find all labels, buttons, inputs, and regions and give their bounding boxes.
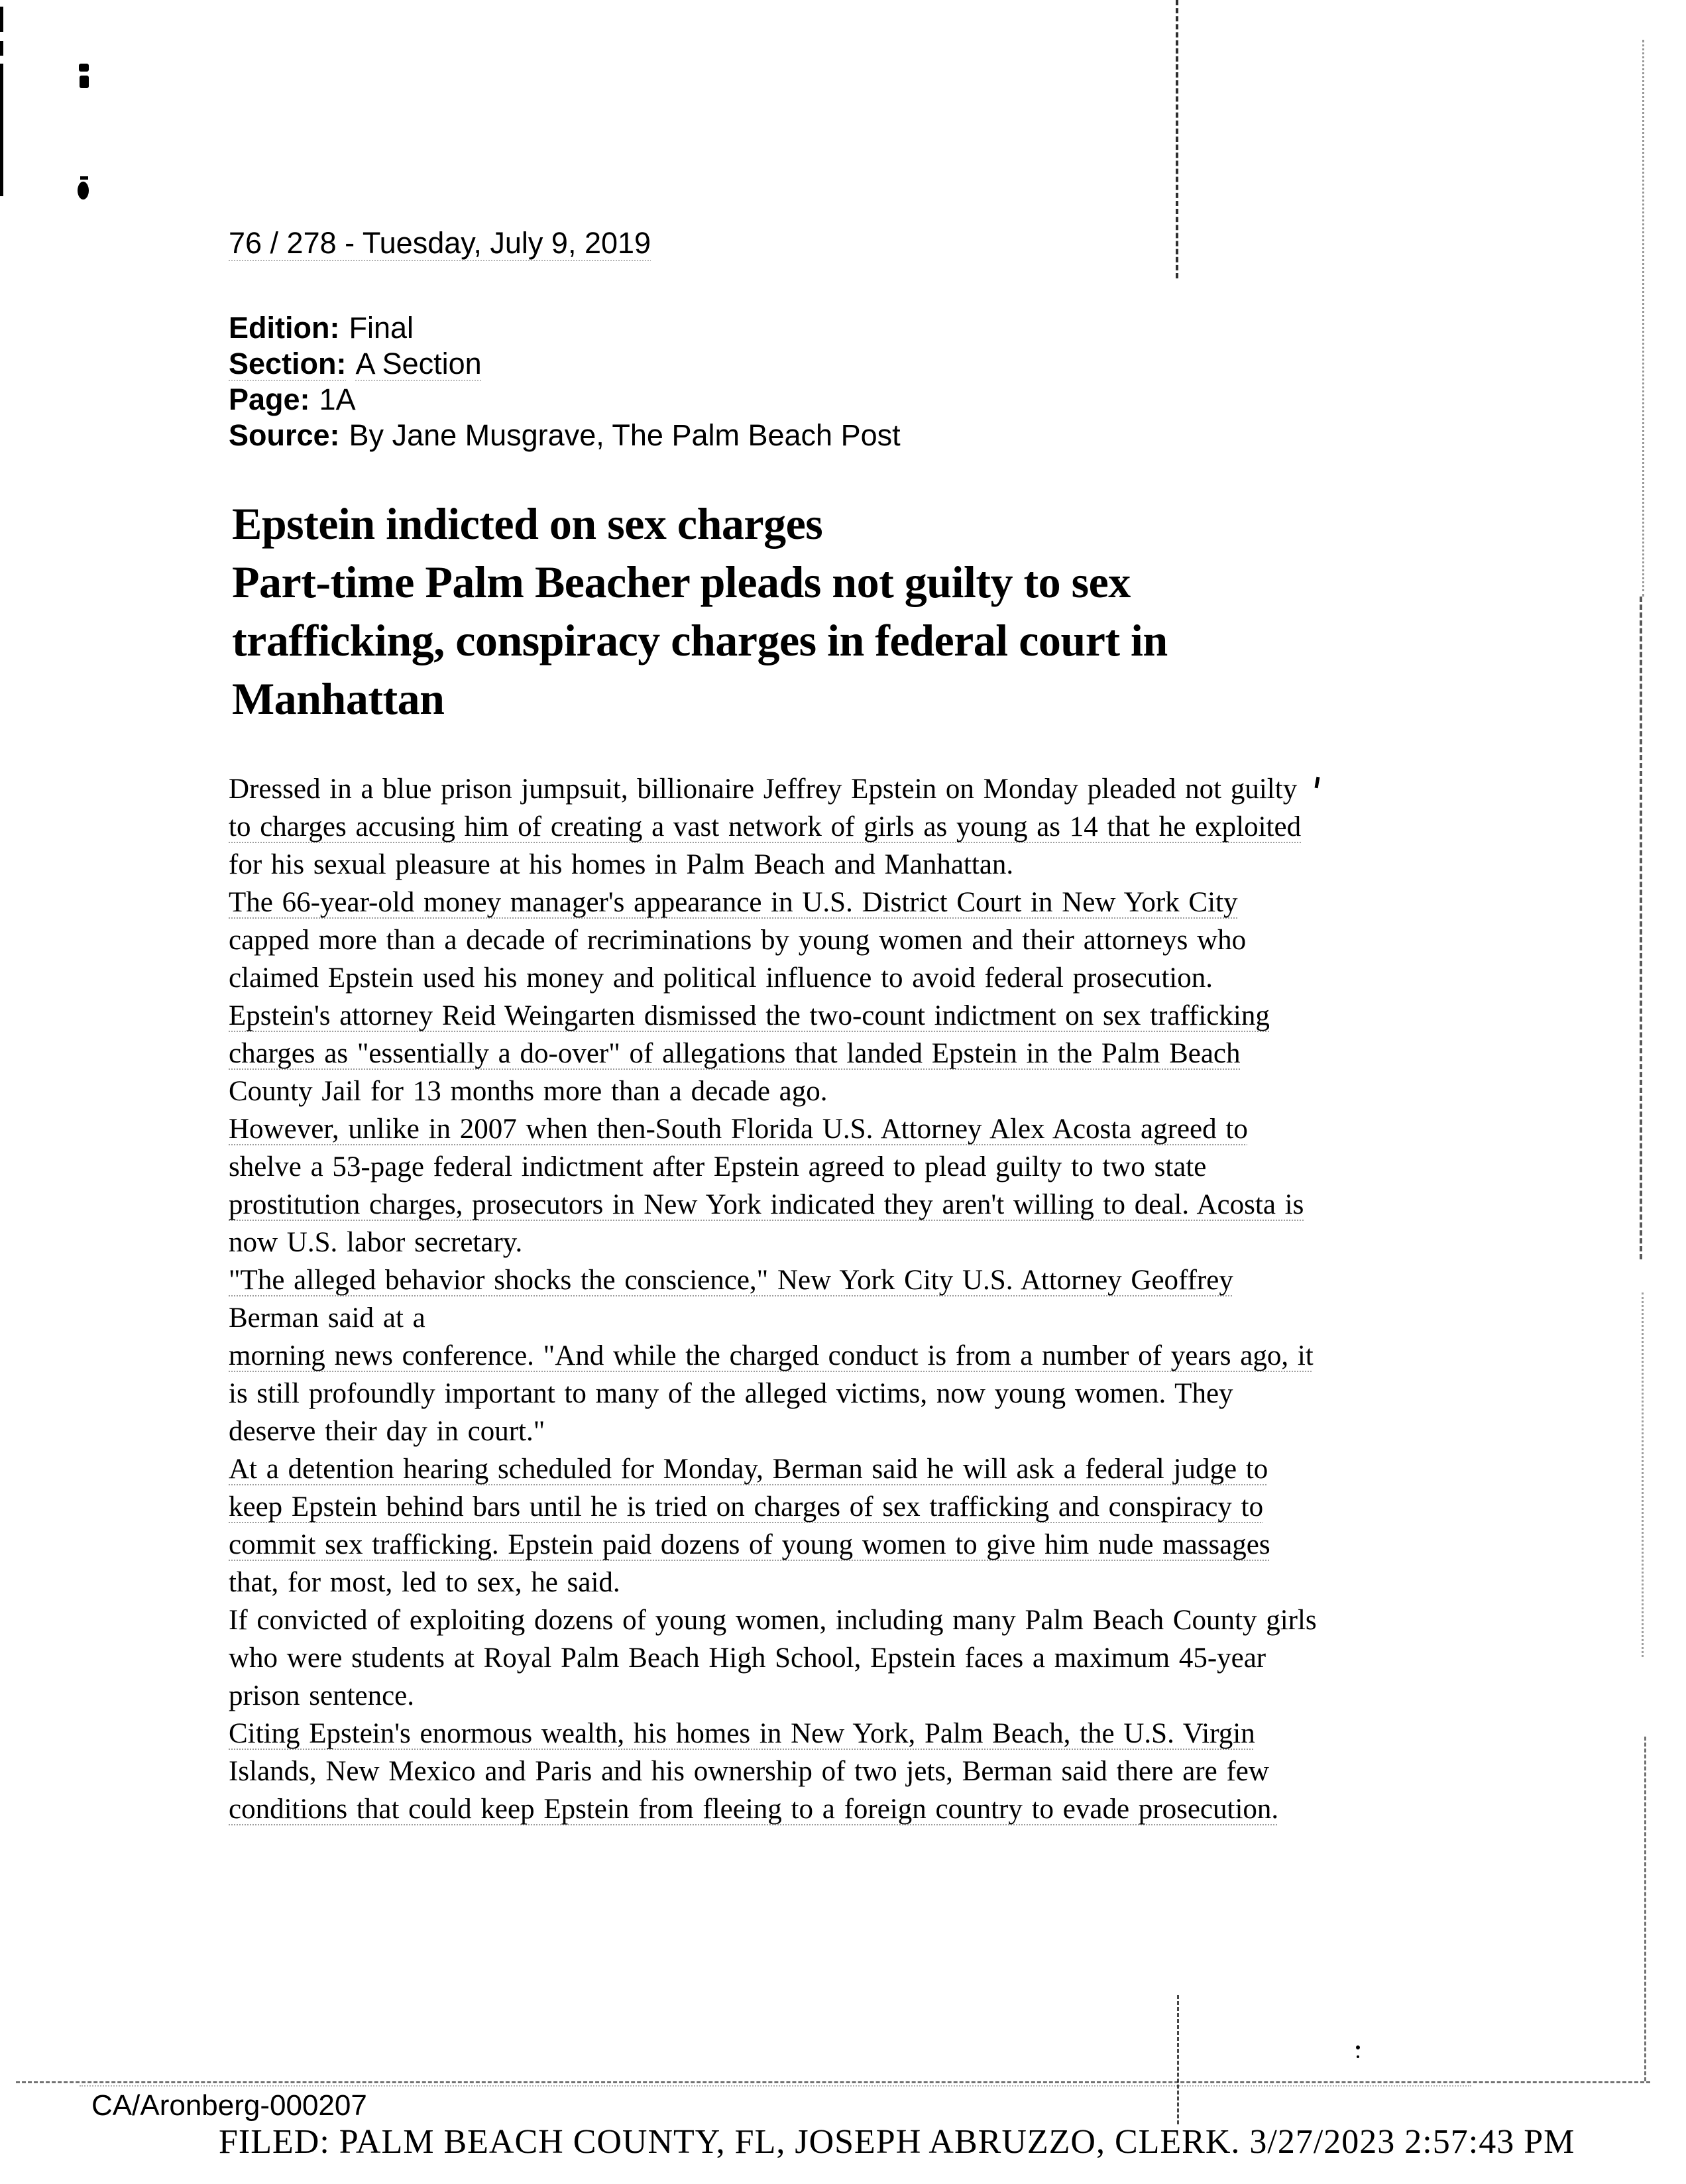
scan-artifact-right-edge [1642, 40, 1644, 597]
body-line: for his sexual pleasure at his homes in Palm Beach and Manhattan. [229, 849, 1014, 880]
metadata-label: Page: [229, 382, 310, 416]
body-line: claimed Epstein used his money and political influence to avoid federal prosecution. [229, 962, 1213, 994]
metadata-value: 1A [319, 382, 356, 416]
scan-artifact-dashed-line [80, 2085, 1471, 2087]
scan-artifact-left-edge [0, 7, 3, 32]
metadata-row-source [229, 418, 901, 453]
scan-artifact-right-edge [1640, 597, 1642, 1259]
body-line: Islands, New Mexico and Paris and his ownership of two jets, Berman said there are few [229, 1756, 1269, 1787]
metadata-row-edition [229, 310, 901, 346]
article-headline [232, 494, 1168, 728]
metadata-row-section [229, 346, 901, 382]
body-line: At a detention hearing scheduled for Monday, Berman said he will ask a federal judge to [229, 1454, 1268, 1485]
metadata-value: By Jane Musgrave, The Palm Beach Post [349, 418, 901, 452]
metadata-value: A Section [355, 347, 482, 380]
body-line: to charges accusing him of creating a vast network of girls as young as 14 that he exploited [229, 811, 1302, 842]
scan-artifact-ink-blob [80, 76, 89, 88]
scan-artifact-left-edge [0, 64, 3, 196]
metadata-value: Final [349, 311, 414, 345]
metadata-label: Edition: [229, 311, 340, 345]
body-line: now U.S. labor secretary. [229, 1227, 523, 1258]
scan-artifact-ink-blob [78, 182, 89, 200]
body-line: The 66-year-old money manager's appearance in U.S. District Court in New York City [229, 887, 1238, 918]
article-body [229, 770, 1317, 1828]
headline-line: Part-time Palm Beacher pleads not guilty to sex [232, 557, 1131, 607]
body-line: morning news conference. "And while the charged conduct is from a number of years ago, it [229, 1340, 1314, 1371]
body-line: Citing Epstein's enormous wealth, his homes in New York, Palm Beach, the U.S. Virgin [229, 1718, 1255, 1749]
body-line: Dressed in a blue prison jumpsuit, billionaire Jeffrey Epstein on Monday pleaded not guilty [229, 774, 1298, 805]
headline-line: trafficking, conspiracy charges in federal court in [232, 615, 1168, 665]
body-line: Epstein's attorney Reid Weingarten dismissed the two-count indictment on sex trafficking [229, 1000, 1270, 1031]
body-line: capped more than a decade of recriminations by young women and their attorneys who [229, 925, 1247, 956]
scan-artifact-speck [1356, 2045, 1360, 2049]
bates-number: CA/Aronberg-000207 [91, 2089, 367, 2122]
scan-artifact-right-edge [1644, 1737, 1646, 2081]
body-line: If convicted of exploiting dozens of young women, including many Palm Beach County girls [229, 1605, 1317, 1636]
body-line: County Jail for 13 months more than a decade ago. [229, 1076, 828, 1107]
headline-line: Manhattan [232, 673, 445, 724]
body-line: that, for most, led to sex, he said. [229, 1567, 620, 1598]
scan-artifact-ink-blob [80, 176, 88, 180]
scan-artifact-ink-blob [79, 64, 89, 72]
headline-line: Epstein indicted on sex charges [232, 498, 823, 549]
body-line: shelve a 53-page federal indictment after Epstein agreed to plead guilty to two state [229, 1151, 1207, 1182]
metadata-label: Section: [229, 347, 347, 380]
scan-artifact-fold-line-top [1176, 0, 1178, 278]
article-metadata-block [229, 310, 901, 453]
body-line: who were students at Royal Palm Beach High School, Epstein faces a maximum 45-year [229, 1642, 1266, 1674]
body-line: is still profoundly important to many of the alleged victims, now young women. They [229, 1378, 1233, 1409]
scan-artifact-fold-line-bottom [1177, 1995, 1179, 2124]
metadata-row-page [229, 382, 901, 418]
body-line: keep Epstein behind bars until he is tried on charges of sex trafficking and conspiracy to [229, 1491, 1264, 1523]
body-line: "The alleged behavior shocks the conscience," New York City U.S. Attorney Geoffrey [229, 1265, 1233, 1296]
metadata-label: Source: [229, 418, 340, 452]
scan-artifact-right-edge [1642, 1293, 1644, 1657]
clerk-filed-stamp: FILED: PALM BEACH COUNTY, FL, JOSEPH ABRUZZO, CLERK. 3/27/2023 2:57:43 PM [219, 2123, 1575, 2161]
body-line: However, unlike in 2007 when then-South Florida U.S. Attorney Alex Acosta agreed to [229, 1114, 1248, 1145]
scan-artifact-left-edge [0, 41, 3, 56]
body-line: Berman said at a [229, 1302, 425, 1334]
body-line: deserve their day in court." [229, 1416, 545, 1447]
body-line: prostitution charges, prosecutors in New York indicated they aren't willing to deal. Acosta is [229, 1189, 1304, 1220]
body-line: commit sex trafficking. Epstein paid dozens of young women to give him nude massages [229, 1529, 1270, 1560]
body-line: prison sentence. [229, 1680, 415, 1711]
body-line: conditions that could keep Epstein from fleeing to a foreign country to evade prosecution. [229, 1794, 1279, 1825]
body-line: charges as "essentially a do-over" of allegations that landed Epstein in the Palm Beach [229, 1038, 1241, 1069]
scan-artifact-dashed-line [16, 2081, 1650, 2083]
page-index-dateline: 76 / 278 - Tuesday, July 9, 2019 [229, 226, 651, 260]
